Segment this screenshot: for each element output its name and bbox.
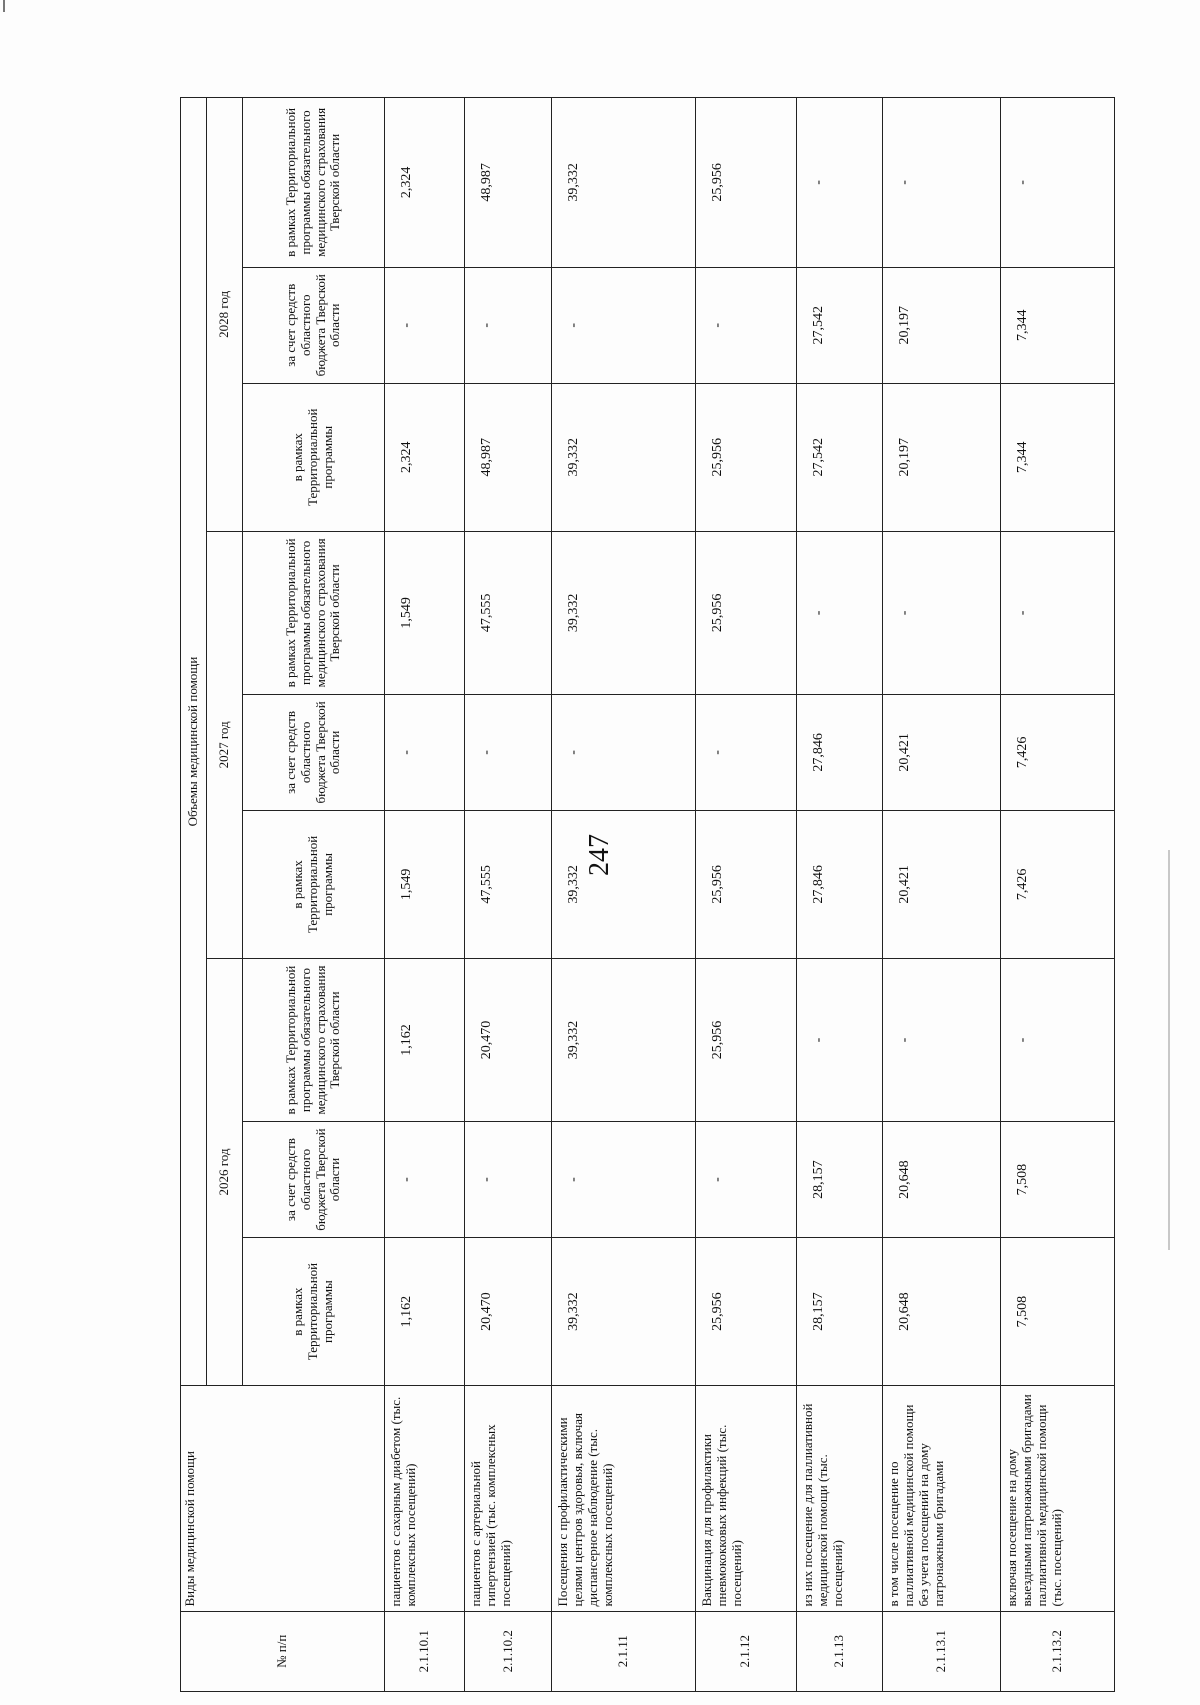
value-cell: 25,956 <box>696 810 797 958</box>
header-oms-program: в рамках Территориальной программы обязательного медицинского страхования Тверской области <box>243 531 385 694</box>
value-cell: 2,324 <box>385 98 465 268</box>
header-oms-program: в рамках Территориальной программы обязательного медицинского страхования Тверской области <box>243 958 385 1121</box>
value-cell: 20,421 <box>883 810 1001 958</box>
table-row <box>796 98 882 1692</box>
value-cell: - <box>551 1122 695 1238</box>
table-row <box>465 98 551 1692</box>
table-row <box>1001 98 1115 1692</box>
value-cell: 47,555 <box>465 531 551 694</box>
rotated-table-container <box>180 97 1115 1692</box>
row-number-cell: 2.1.10.2 <box>465 1611 551 1691</box>
header-year-2028: 2028 год <box>207 98 243 532</box>
header-year-2027: 2027 год <box>207 531 243 958</box>
value-cell: - <box>551 267 695 383</box>
value-cell: 48,987 <box>465 98 551 268</box>
row-care-type-cell: включая посещение на дому выездными патронажными бригадами паллиативной медицинской помощи (тыс. посещений) <box>1001 1386 1115 1611</box>
value-cell: - <box>551 694 695 810</box>
value-cell: 1,549 <box>385 810 465 958</box>
value-cell: - <box>883 98 1001 268</box>
value-cell: - <box>1001 958 1115 1121</box>
header-territorial-program: в рамках Территориальной программы <box>243 383 385 531</box>
header-territorial-program: в рамках Территориальной программы <box>243 1238 385 1386</box>
value-cell: - <box>385 694 465 810</box>
row-number-cell: 2.1.10.1 <box>385 1611 465 1691</box>
value-cell: - <box>465 1122 551 1238</box>
row-care-type-cell: пациентов с артериальной гипертензией (тыс. комплексных посещений) <box>465 1386 551 1611</box>
value-cell: 7,508 <box>1001 1238 1115 1386</box>
row-care-type-cell: Вакцинация для профилактики пневмококковых инфекций (тыс. посещений) <box>696 1386 797 1611</box>
value-cell: 27,542 <box>796 383 882 531</box>
value-cell: 28,157 <box>796 1122 882 1238</box>
value-cell: - <box>883 958 1001 1121</box>
value-cell: 25,956 <box>696 531 797 694</box>
header-year-2026: 2026 год <box>207 958 243 1385</box>
header-territorial-program: в рамках Территориальной программы <box>243 810 385 958</box>
table-row <box>551 98 695 1692</box>
header-number: № п/п <box>181 1611 385 1691</box>
header-care-types: Виды медицинской помощи <box>181 1386 385 1611</box>
table-body <box>385 98 1115 1692</box>
value-cell: 27,542 <box>796 267 882 383</box>
value-cell: 27,846 <box>796 810 882 958</box>
value-cell: 39,332 <box>551 810 695 958</box>
value-cell: 20,197 <box>883 267 1001 383</box>
row-number-cell: 2.1.11 <box>551 1611 695 1691</box>
header-regional-budget: за счет средств областного бюджета Тверской области <box>243 1122 385 1238</box>
row-care-type-cell: пациентов с сахарным диабетом (тыс. комплексных посещений) <box>385 1386 465 1611</box>
value-cell: - <box>465 694 551 810</box>
row-number-cell: 2.1.13 <box>796 1611 882 1691</box>
value-cell: 48,987 <box>465 383 551 531</box>
row-care-type-cell: в том числе посещение по паллиативной медицинской помощи без учета посещений на дому патронажными бригадами <box>883 1386 1001 1611</box>
medical-volumes-table <box>180 97 1115 1692</box>
value-cell: 1,162 <box>385 1238 465 1386</box>
value-cell: - <box>796 958 882 1121</box>
value-cell: 39,332 <box>551 98 695 268</box>
value-cell: 20,197 <box>883 383 1001 531</box>
value-cell: 7,344 <box>1001 267 1115 383</box>
value-cell: 1,162 <box>385 958 465 1121</box>
value-cell: 7,426 <box>1001 694 1115 810</box>
table-row <box>696 98 797 1692</box>
value-cell: 28,157 <box>796 1238 882 1386</box>
page-number: 247 <box>584 834 615 876</box>
value-cell: 20,648 <box>883 1238 1001 1386</box>
value-cell: - <box>385 1122 465 1238</box>
value-cell: 20,470 <box>465 958 551 1121</box>
header-care-volumes: Объемы медицинской помощи <box>181 98 207 1386</box>
value-cell: - <box>696 1122 797 1238</box>
value-cell: 7,426 <box>1001 810 1115 958</box>
value-cell: 39,332 <box>551 1238 695 1386</box>
value-cell: - <box>883 531 1001 694</box>
scan-shadow-line <box>1168 850 1170 1250</box>
value-cell: - <box>696 694 797 810</box>
value-cell: 39,332 <box>551 383 695 531</box>
value-cell: 25,956 <box>696 1238 797 1386</box>
value-cell: 20,470 <box>465 1238 551 1386</box>
value-cell: 20,648 <box>883 1122 1001 1238</box>
header-regional-budget: за счет средств областного бюджета Тверской области <box>243 694 385 810</box>
table-row <box>883 98 1001 1692</box>
value-cell: - <box>385 267 465 383</box>
value-cell: 25,956 <box>696 98 797 268</box>
value-cell: 20,421 <box>883 694 1001 810</box>
value-cell: 39,332 <box>551 958 695 1121</box>
row-care-type-cell: Посещения с профилактическими целями центров здоровья, включая диспансерное наблюдение (тыс. комплексных посещений) <box>551 1386 695 1611</box>
header-regional-budget: за счет средств областного бюджета Тверской области <box>243 267 385 383</box>
value-cell: 7,508 <box>1001 1122 1115 1238</box>
row-care-type-cell: из них посещение для паллиативной медицинской помощи (тыс. посещений) <box>796 1386 882 1611</box>
row-number-cell: 2.1.12 <box>696 1611 797 1691</box>
value-cell: - <box>1001 531 1115 694</box>
row-number-cell: 2.1.13.1 <box>883 1611 1001 1691</box>
scan-edge-mark <box>3 0 5 12</box>
value-cell: 1,549 <box>385 531 465 694</box>
value-cell: 39,332 <box>551 531 695 694</box>
value-cell: 47,555 <box>465 810 551 958</box>
value-cell: - <box>796 98 882 268</box>
table-row <box>385 98 465 1692</box>
header-oms-program: в рамках Территориальной программы обязательного медицинского страхования Тверской области <box>243 98 385 268</box>
value-cell: 2,324 <box>385 383 465 531</box>
value-cell: 25,956 <box>696 383 797 531</box>
value-cell: 27,846 <box>796 694 882 810</box>
value-cell: 25,956 <box>696 958 797 1121</box>
row-number-cell: 2.1.13.2 <box>1001 1611 1115 1691</box>
value-cell: - <box>696 267 797 383</box>
value-cell: - <box>465 267 551 383</box>
value-cell: - <box>796 531 882 694</box>
value-cell: 7,344 <box>1001 383 1115 531</box>
value-cell: - <box>1001 98 1115 268</box>
